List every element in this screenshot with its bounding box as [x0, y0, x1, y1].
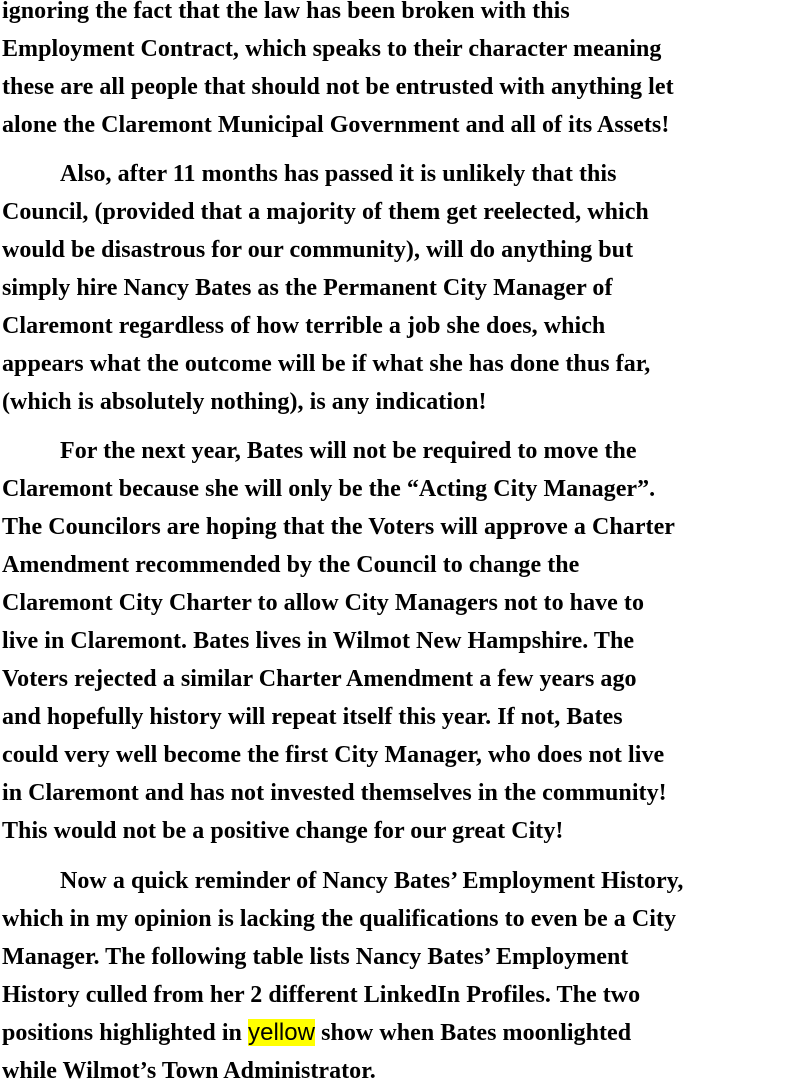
- text-line: while Wilmot’s Town Administrator.: [2, 1058, 376, 1080]
- paragraph-1: [2, 0, 799, 144]
- text-line: appears what the outcome will be if what she has done thus far,: [2, 351, 651, 377]
- text-line: could very well become the first City Manager, who does not live: [2, 742, 665, 768]
- text-line: Now a quick reminder of Nancy Bates’ Employment History,: [60, 868, 684, 894]
- text-line: in Claremont and has not invested themselves in the community!: [2, 780, 667, 806]
- text-line: simply hire Nancy Bates as the Permanent City Manager of: [2, 275, 613, 301]
- text-line: Manager. The following table lists Nancy Bates’ Employment: [2, 944, 629, 970]
- text-line: History culled from her 2 different LinkedIn Profiles. The two: [2, 982, 641, 1008]
- text-line: Claremont because she will only be the “Acting City Manager”.: [2, 476, 656, 502]
- text-line: Amendment recommended by the Council to change the: [2, 552, 580, 578]
- text-line: which in my opinion is lacking the qualifications to even be a City: [2, 906, 677, 932]
- text-line: Claremont City Charter to allow City Managers not to have to: [2, 590, 645, 616]
- text-line: (which is absolutely nothing), is any indication!: [2, 389, 487, 415]
- text-line: would be disastrous for our community), will do anything but: [2, 237, 634, 263]
- text-line: Also, after 11 months has passed it is unlikely that this: [60, 161, 617, 187]
- text-line: Council, (provided that a majority of them get reelected, which: [2, 199, 649, 225]
- highlighted-text-line: [2, 1014, 799, 1052]
- text-line: The Councilors are hoping that the Voters will approve a Charter: [2, 514, 675, 540]
- text-line: live in Claremont. Bates lives in Wilmot New Hampshire. The: [2, 628, 635, 654]
- text-line: ignoring the fact that the law has been broken with this: [2, 0, 570, 24]
- text-line: alone the Claremont Municipal Government and all of its Assets!: [2, 112, 670, 138]
- highlight-prefix: positions highlighted in: [2, 1020, 249, 1046]
- text-line: Claremont regardless of how terrible a job she does, which: [2, 313, 606, 339]
- text-line: Employment Contract, which speaks to their character meaning: [2, 36, 662, 62]
- text-line: This would not be a positive change for our great City!: [2, 818, 564, 844]
- paragraph-4: [2, 862, 799, 1080]
- highlight-suffix: show when Bates moonlighted: [315, 1020, 632, 1046]
- text-line: these are all people that should not be entrusted with anything let: [2, 74, 674, 100]
- text-line: and hopefully history will repeat itself this year. If not, Bates: [2, 704, 623, 730]
- paragraph-2: [2, 155, 799, 421]
- yellow-highlight: yellow: [248, 1019, 316, 1046]
- text-line: Voters rejected a similar Charter Amendment a few years ago: [2, 666, 637, 692]
- paragraph-3: [2, 432, 799, 850]
- text-line: For the next year, Bates will not be required to move the: [60, 438, 637, 464]
